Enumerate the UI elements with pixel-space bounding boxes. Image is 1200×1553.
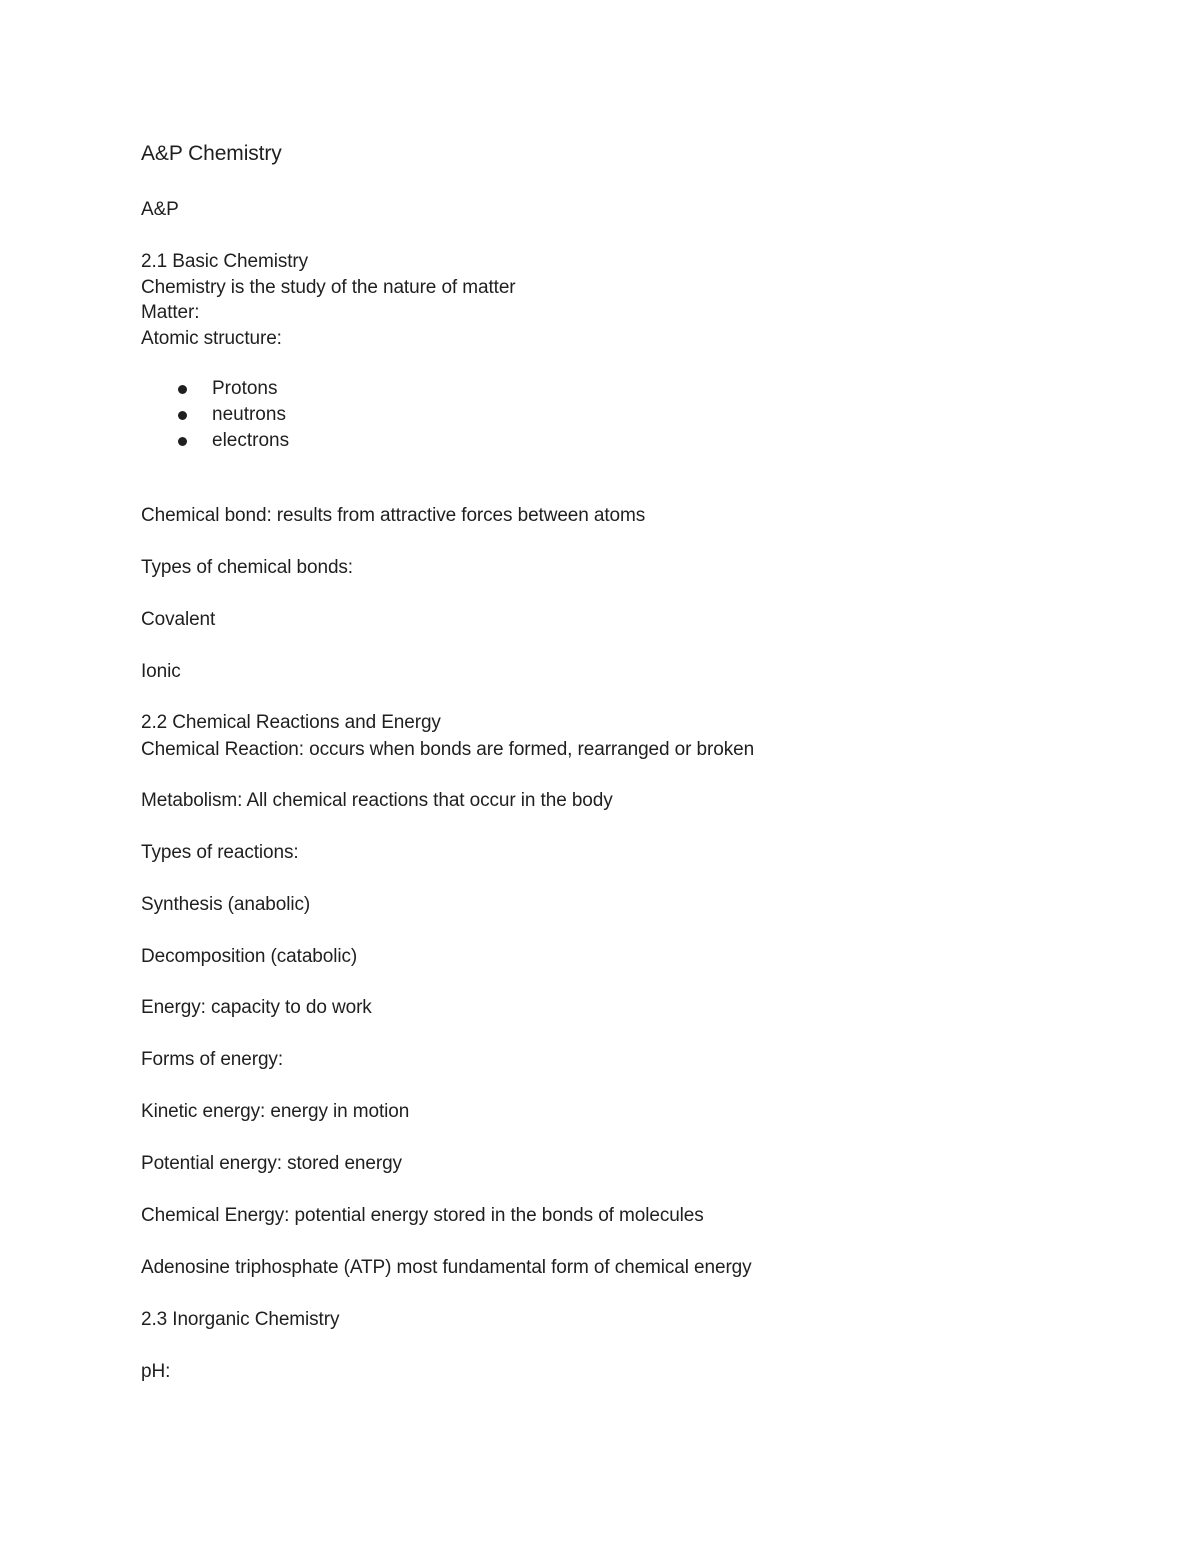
kinetic-energy-definition: Kinetic energy: energy in motion <box>141 1101 410 1122</box>
chemical-bond-definition: Chemical bond: results from attractive forces between atoms <box>141 505 646 526</box>
section-heading-reactions-energy: 2.2 Chemical Reactions and Energy <box>141 712 441 733</box>
types-of-reactions-label: Types of reactions: <box>141 842 299 863</box>
list-item-label: neutrons <box>212 404 286 425</box>
ionic-label: Ionic <box>141 661 181 682</box>
ph-label: pH: <box>141 1361 171 1382</box>
bullet-icon <box>178 411 187 420</box>
chemical-reaction-definition: Chemical Reaction: occurs when bonds are formed, rearranged or broken <box>141 739 755 760</box>
matter-label: Matter: <box>141 302 200 323</box>
covalent-label: Covalent <box>141 609 216 630</box>
list-item-label: Protons <box>212 378 278 399</box>
bullet-icon <box>178 385 187 394</box>
forms-of-energy-label: Forms of energy: <box>141 1049 284 1070</box>
chemistry-definition: Chemistry is the study of the nature of matter <box>141 277 516 298</box>
document-subtitle: A&P <box>141 199 179 220</box>
metabolism-definition: Metabolism: All chemical reactions that occur in the body <box>141 790 613 811</box>
list-item-label: electrons <box>212 430 290 451</box>
document-title: A&P Chemistry <box>141 142 282 165</box>
chemical-energy-definition: Chemical Energy: potential energy stored in the bonds of molecules <box>141 1205 704 1226</box>
section-heading-inorganic-chemistry: 2.3 Inorganic Chemistry <box>141 1309 340 1330</box>
decomposition-label: Decomposition (catabolic) <box>141 946 358 967</box>
synthesis-label: Synthesis (anabolic) <box>141 894 311 915</box>
section-heading-basic-chemistry: 2.1 Basic Chemistry <box>141 251 309 272</box>
atomic-structure-label: Atomic structure: <box>141 328 282 349</box>
atp-definition: Adenosine triphosphate (ATP) most fundamental form of chemical energy <box>141 1257 752 1278</box>
bullet-icon <box>178 437 187 446</box>
energy-definition: Energy: capacity to do work <box>141 997 372 1018</box>
potential-energy-definition: Potential energy: stored energy <box>141 1153 402 1174</box>
types-of-bonds-label: Types of chemical bonds: <box>141 557 353 578</box>
